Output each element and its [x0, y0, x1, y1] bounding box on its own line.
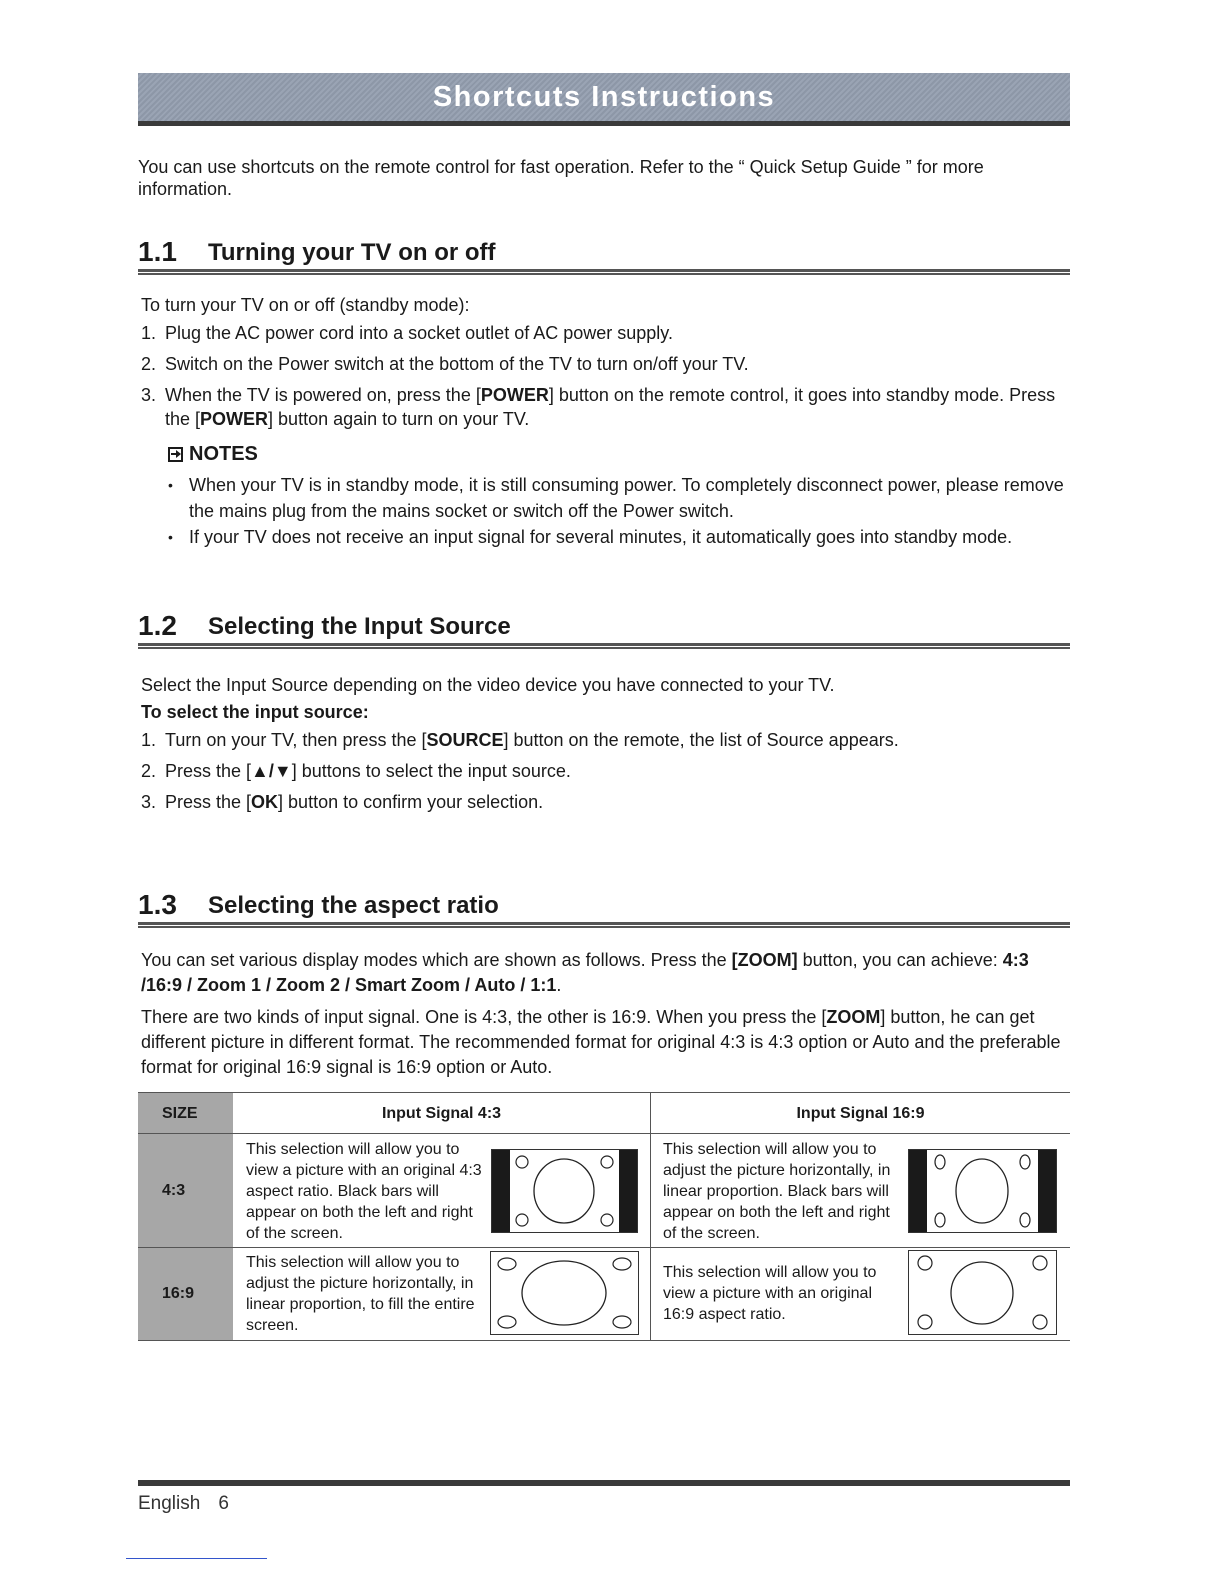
list-text: Turn on your TV, then press the [SOURCE] button on the remote, the list of Source appears.	[165, 730, 899, 750]
list-text: Press the [▲/▼] buttons to select the input source.	[165, 761, 571, 781]
row43-sig169-text: This selection will allow you to adjust the picture horizontally, in linear proportion. Black bars will appear on both the left and right of the screen.	[663, 1141, 891, 1242]
page-title: Shortcuts Instructions	[432, 80, 776, 113]
section-number: 1.2	[138, 610, 177, 641]
row-label-43: 4:3	[162, 1182, 186, 1199]
aspect-intro-paragraph: You can set various display modes which are shown as follows. Press the [ZOOM] button, you can achieve: 4:3 /16:9 / Zoom 1 / Zoom 2 / Smart Zoom / Auto / 1:1.	[141, 950, 1029, 995]
list-number: 1.	[141, 323, 157, 343]
section-1-1-lead: To turn your TV on or off (standby mode):	[141, 295, 470, 315]
section-title: Selecting the Input Source	[208, 613, 511, 640]
tv-43-stretched-illustration	[490, 1251, 639, 1335]
list-number: 2.	[141, 761, 157, 781]
tv-43-pillarbox-illustration	[491, 1149, 638, 1233]
table-header-size: SIZE	[162, 1105, 198, 1122]
list-text: Press the [OK] button to confirm your selection.	[165, 792, 544, 812]
note-arrow-icon	[168, 447, 183, 462]
section-number: 1.1	[138, 236, 177, 267]
section-divider	[138, 269, 1070, 275]
page-footer	[138, 1493, 229, 1515]
tv-169-full-illustration	[908, 1250, 1057, 1335]
row169-sig169-text: This selection will allow you to view a picture with an original 16:9 aspect ratio.	[663, 1264, 877, 1323]
notes-heading	[168, 443, 258, 466]
page-number: 6	[218, 1493, 229, 1514]
table-header-43: Input Signal 4:3	[381, 1105, 502, 1122]
table-header-169: Input Signal 16:9	[796, 1105, 925, 1122]
section-divider	[138, 643, 1070, 649]
section-divider	[138, 922, 1070, 928]
footer-language: English	[138, 1493, 201, 1514]
list-number: 1.	[141, 730, 157, 750]
row169-sig43-text: This selection will allow you to adjust the picture horizontally, in linear proportion, to fill the entire screen.	[246, 1254, 475, 1334]
section-1-2-lead: Select the Input Source depending on the video device you have connected to your TV.	[141, 675, 835, 695]
aspect-detail-paragraph: There are two kinds of input signal. One is 4:3, the other is 16:9. When you press the [ZOOM] button, he can get different picture in different format. The recommended format for original 4:3 is 4:3 option or Auto and the preferable format for original 16:9 signal is 16:9 option or Auto.	[141, 1007, 1061, 1077]
section-title: Turning your TV on or off	[208, 239, 496, 266]
list-number: 3.	[141, 385, 157, 405]
section-1-2-subhead: To select the input source:	[141, 702, 369, 722]
notes-label: NOTES	[189, 443, 258, 465]
list-number: 3.	[141, 792, 157, 812]
list-text: Plug the AC power cord into a socket outlet of AC power supply.	[165, 323, 673, 343]
tv-169-pillarbox-illustration	[908, 1149, 1057, 1233]
bullet-icon: •	[168, 477, 173, 493]
section-title: Selecting the aspect ratio	[208, 892, 499, 919]
list-number: 2.	[141, 354, 157, 374]
footer-rule	[138, 1480, 1070, 1486]
section-number: 1.3	[138, 889, 177, 920]
aspect-ratio-table	[138, 1092, 1070, 1341]
intro-paragraph: You can use shortcuts on the remote control for fast operation. Refer to the “ Quick Setup Guide ” for more information.	[138, 157, 984, 199]
row43-sig43-text: This selection will allow you to view a picture with an original 4:3 aspect ratio. Black bars will appear on both the left and right of the screen.	[246, 1141, 482, 1242]
list-text: Switch on the Power switch at the bottom of the TV to turn on/off your TV.	[165, 354, 749, 374]
bullet-icon: •	[168, 529, 173, 545]
bottom-underline	[126, 1558, 267, 1559]
page-banner	[138, 73, 1070, 126]
row-label-169: 16:9	[162, 1285, 195, 1302]
list-text: When the TV is powered on, press the [POWER] button on the remote control, it goes into standby mode. Press the [POWER] button again to turn on your TV.	[165, 385, 1056, 429]
